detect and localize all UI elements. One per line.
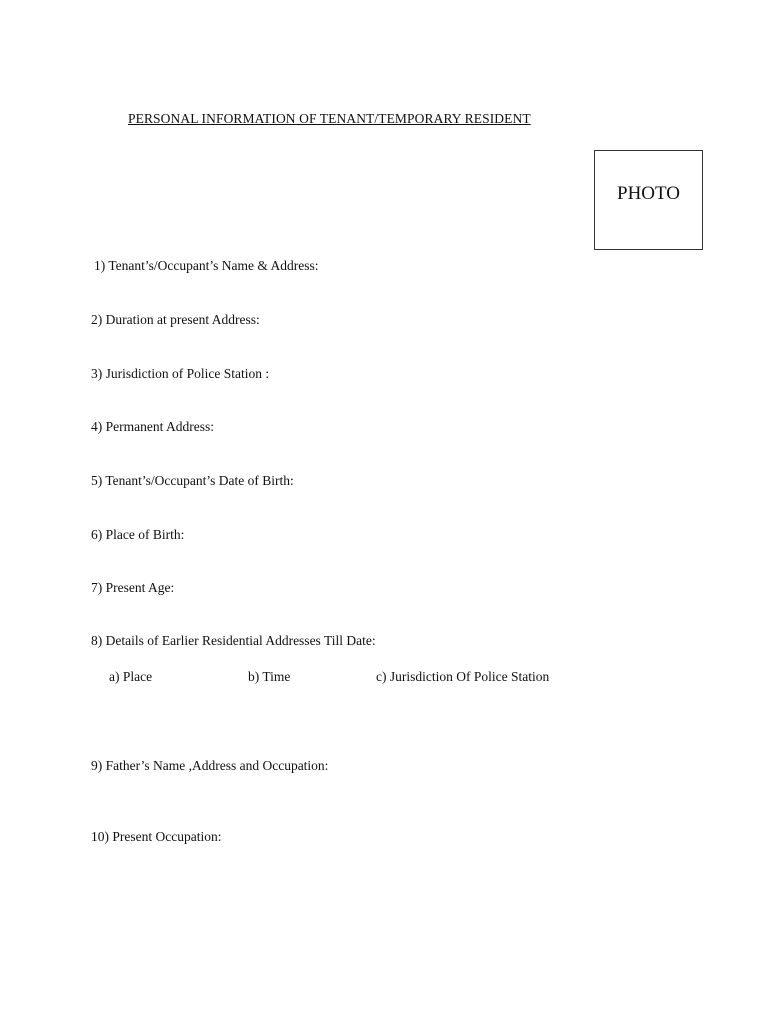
field-earlier-addresses: 8) Details of Earlier Residential Addresses Till Date: xyxy=(91,633,376,648)
field-date-of-birth: 5) Tenant’s/Occupant’s Date of Birth: xyxy=(91,473,294,488)
column-place: a) Place xyxy=(109,669,153,684)
field-police-jurisdiction: 3) Jurisdiction of Police Station : xyxy=(91,366,270,381)
field-name-address: 1) Tenant’s/Occupant’s Name & Address: xyxy=(94,258,319,273)
photo-box xyxy=(594,150,703,250)
field-father-details: 9) Father’s Name ,Address and Occupation: xyxy=(91,758,329,773)
field-duration: 2) Duration at present Address: xyxy=(91,312,260,327)
field-place-of-birth: 6) Place of Birth: xyxy=(91,527,185,542)
column-time: b) Time xyxy=(248,669,291,684)
field-present-age: 7) Present Age: xyxy=(91,580,175,595)
page-title: PERSONAL INFORMATION OF TENANT/TEMPORARY RESIDENT xyxy=(128,111,531,126)
field-present-occupation: 10) Present Occupation: xyxy=(91,829,222,844)
photo-label: PHOTO xyxy=(617,183,680,204)
field-permanent-address: 4) Permanent Address: xyxy=(91,419,214,434)
column-jurisdiction: c) Jurisdiction Of Police Station xyxy=(376,669,550,684)
